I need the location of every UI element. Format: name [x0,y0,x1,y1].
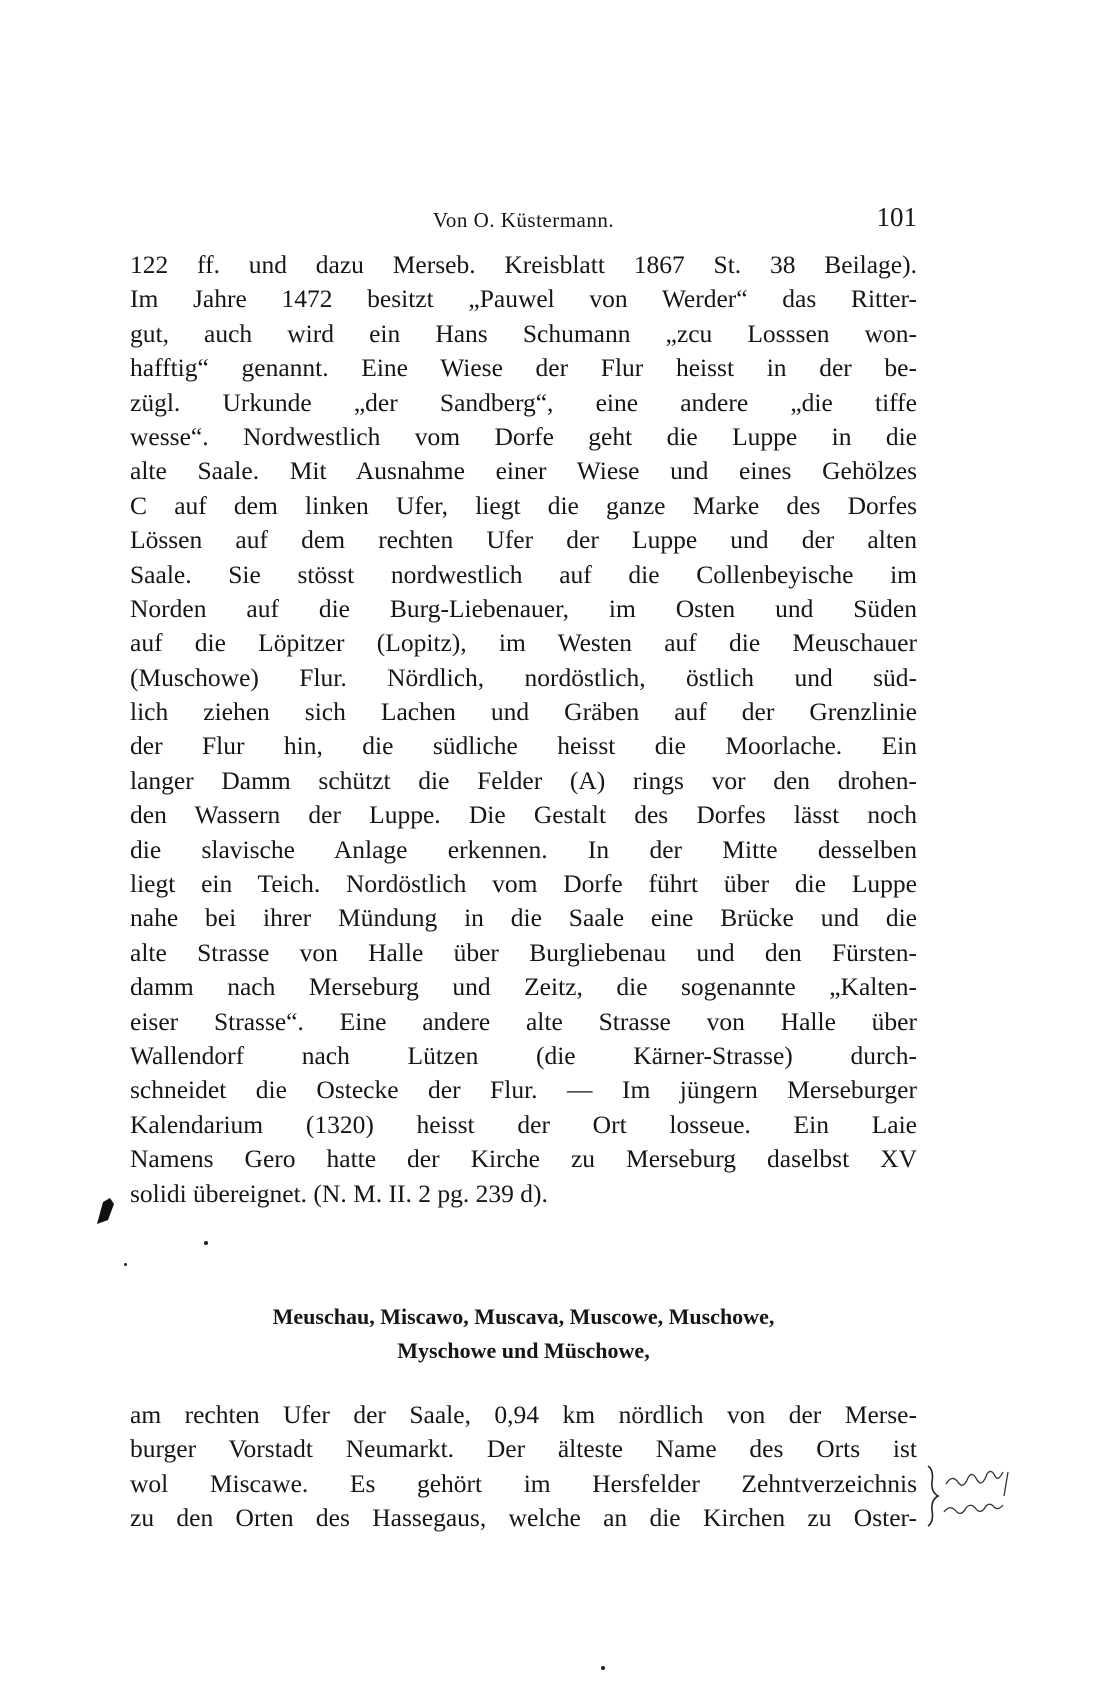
heading-line-1: Meuschau, Miscawo, Muscava, Muscowe, Muschowe, [272,1304,775,1329]
text-line: zu den Orten des Hassegaus, welche an die Kirchen zu Oster- [130,1503,917,1533]
page-header [130,202,917,236]
section-heading [130,1300,917,1368]
text-line: alte Saale. Mit Ausnahme einer Wiese und eines Gehölzes [130,456,917,486]
text-line: (Muschowe) Flur. Nördlich, nordöstlich, östlich und süd- [130,662,917,692]
text-line: Lössen auf dem rechten Ufer der Luppe und der alten [130,525,917,555]
text-line: wesse“. Nordwestlich vom Dorfe geht die Luppe in die [130,421,917,451]
text-line: Saale. Sie stösst nordwestlich auf die Collenbeyische im [130,559,917,589]
heading-line-2: Myschowe und Müschowe, [397,1338,650,1363]
text-line: burger Vorstadt Neumarkt. Der älteste Name des Orts ist [130,1434,917,1464]
text-line: schneidet die Ostecke der Flur. — Im jüngern Merseburger [130,1075,917,1105]
speck [204,1241,208,1245]
text-line: 122 ff. und dazu Merseb. Kreisblatt 1867 St. 38 Beilage). [130,250,917,279]
speck [124,1263,127,1266]
text-line: eiser Strasse“. Eine andere alte Strasse von Halle über [130,1006,917,1036]
text-line: nahe bei ihrer Mündung in die Saale eine Brücke und die [130,903,917,933]
text-line: wol Miscawe. Es gehört im Hersfelder Zehntverzeichnis [130,1468,917,1498]
text-line: auf die Löpitzer (Lopitz), im Westen auf die Meuschauer [130,628,917,658]
text-line: hafftig“ genannt. Eine Wiese der Flur heisst in der be- [130,353,917,383]
text-line: Wallendorf nach Lützen (die Kärner-Strasse) durch- [130,1040,917,1070]
text-line: alte Strasse von Halle über Burgliebenau und den Fürsten- [130,937,917,967]
text-line: Norden auf die Burg-Liebenauer, im Osten und Süden [130,593,917,623]
text-line: solidi übereignet. (N. M. II. 2 pg. 239 d). [130,1178,548,1208]
text-line: liegt ein Teich. Nordöstlich vom Dorfe führt über die Luppe [130,869,917,899]
text-line: Namens Gero hatte der Kirche zu Merseburg daselbst XV [130,1144,917,1174]
handwritten-margin-note [922,1462,1042,1532]
text-line: der Flur hin, die südliche heisst die Moorlache. Ein [130,731,917,761]
text-line: am rechten Ufer der Saale, 0,94 km nördlich von der Merse- [130,1400,917,1429]
text-line: damm nach Merseburg und Zeitz, die sogenannte „Kalten- [130,972,917,1002]
paragraph-loessen [130,248,917,1211]
text-line: den Wassern der Luppe. Die Gestalt des Dorfes lässt noch [130,800,917,830]
text-line: lich ziehen sich Lachen und Gräben auf der Grenzlinie [130,697,917,727]
ink-blot-mark [94,1196,116,1226]
text-line: Kalendarium (1320) heisst der Ort losseue. Ein Laie [130,1109,917,1139]
running-head: Von O. Küstermann. [432,208,615,232]
page-number: 101 [876,202,917,232]
speck [601,1666,605,1670]
text-line: zügl. Urkunde „der Sandberg“, eine andere „die tiffe [130,387,917,417]
text-line: C auf dem linken Ufer, liegt die ganze Marke des Dorfes [130,490,917,520]
text-line: gut, auch wird ein Hans Schumann „zcu Losssen won- [130,318,917,348]
text-line: Im Jahre 1472 besitzt „Pauwel von Werder“ das Ritter- [130,284,917,314]
paragraph-meuschau [130,1398,917,1536]
text-line: langer Damm schützt die Felder (A) rings vor den drohen- [130,765,917,795]
text-line: die slavische Anlage erkennen. In der Mitte desselben [130,834,917,864]
